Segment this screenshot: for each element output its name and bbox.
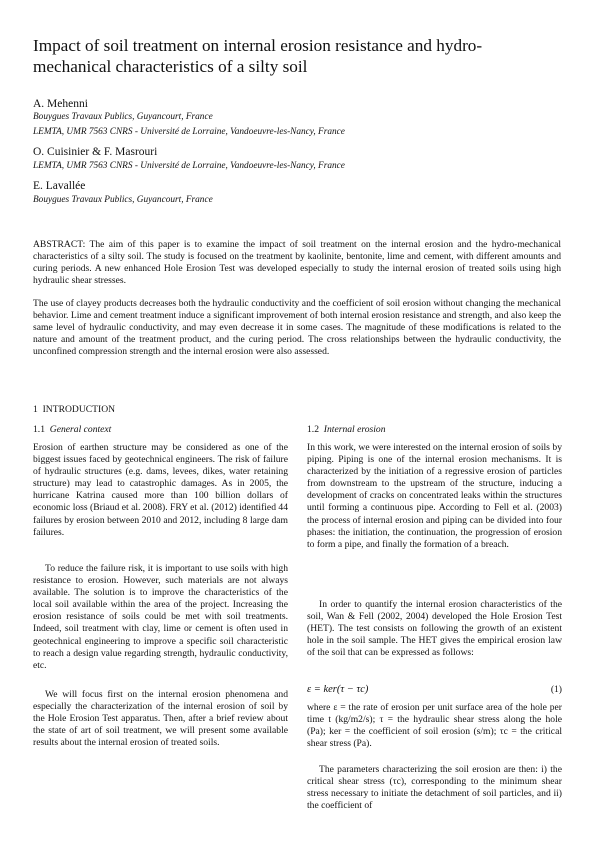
author-affiliation: LEMTA, UMR 7563 CNRS - Université de Lorraine, Vandoeuvre-les-Nancy, France (33, 161, 345, 171)
author-name: O. Cuisinier & F. Masrouri (33, 146, 158, 158)
author-name: E. Lavallée (33, 180, 86, 192)
subsection-heading (307, 424, 386, 435)
body-paragraph: In order to quantify the internal erosion characteristics of the soil, Wan & Fell (2002, 2004) developed the Hole Erosion Test (HET). The test consists on following the growth of an existent hole in the soil sample. The HET gives the empirical erosion law of the soil that can be expressed as follows: (307, 599, 562, 659)
abstract-paragraph: ABSTRACT: The aim of this paper is to examine the impact of soil treatment on the internal erosion and the hydro-mechanical characteristics of a silty soil. The study is focused on the treatment by kaolinite, bentonite, lime and cement, with different amounts and curing periods. A new enhanced Hole Erosion Test was developed especially to study the internal erosion of treated soils using high hydraulic shear stresses. (33, 239, 561, 287)
body-paragraph: Erosion of earthen structure may be considered as one of the biggest issues faced by geotechnical engineers. The risk of failure of hydraulic structures (e.g. dams, levees, dikes, water retaining structure) may lead to catastrophic damages. As in 2005, the hurricane Katrina caused more than 100 billion dollars of economic loss (Briaud et al. 2008). FRY et al. (2012) identified 44 failures by erosion between 2010 and 2012, including 8 large dam failures. (33, 442, 288, 538)
subsection-number: 1.1 (33, 424, 45, 435)
author-name: A. Mehenni (33, 98, 88, 110)
author-affiliation: Bouygues Travaux Publics, Guyancourt, France (33, 195, 213, 205)
body-paragraph: To reduce the failure risk, it is important to use soils with high resistance to erosion. However, such materials are not always available. The solution is to improve the characteristics of the local soil available within the area of the project. Increasing the erosion resistance of soils could be met with soil treatments. Indeed, soil treatment with clay, lime or cement is often used in geotechnical engineering to improve a specific soil characteristic to reach a design value regarding strength, hydraulic conductivity, etc. (33, 563, 288, 671)
abstract-paragraph: The use of clayey products decreases both the hydraulic conductivity and the coefficient of soil erosion without changing the mechanical behavior. Lime and cement treatment induce a significant improvement of both internal erosion resistance and strength, and also keep the same level of hydraulic conductivity, and may even decrease it in some cases. The magnitude of these modifications is related to the nature and amount of the treatment product, and the curing period. The cross relationships between the hydraulic conductivity, the unconfined compression strength and the internal erosion were also assessed. (33, 298, 561, 358)
paper-title: Impact of soil treatment on internal erosion resistance and hydro-mechanical characteristics of a silty soil (33, 36, 483, 76)
section-heading (33, 404, 115, 415)
subsection-number: 1.2 (307, 424, 319, 435)
body-paragraph: The parameters characterizing the soil erosion are then: i) the critical shear stress (τc), corresponding to the minimum shear stress necessary to initiate the detachment of soil particles, and ii) the coefficient of (307, 764, 562, 812)
equation (307, 683, 562, 696)
subsection-title: Internal erosion (323, 424, 386, 435)
section-number: 1 (33, 404, 38, 415)
body-paragraph: We will focus first on the internal erosion phenomena and especially the characterization of the internal erosion of soil by the Hole Erosion Test apparatus. Then, after a brief review about the state of art of soil treatment, we will present some available results about the internal erosion of treated soils. (33, 689, 288, 749)
author-affiliation: LEMTA, UMR 7563 CNRS - Université de Lorraine, Vandoeuvre-les-Nancy, France (33, 127, 345, 137)
body-paragraph: In this work, we were interested on the internal erosion of soils by piping. Piping is one of the internal erosion mechanisms. It is characterized by the initiation of a regressive erosion of particles from downstream to the upstream of the structure, inducing a development of cracks on concentrated leaks within the structures until forming a continuous pipe. According to Fell et al. (2003) the process of internal erosion and piping can be divided into four phases: the initiation, the continuation, the progression of erosion to form a pipe, and finally the formation of a breach. (307, 442, 562, 550)
subsection-title: General context (49, 424, 112, 435)
subsection-heading (33, 424, 111, 435)
equation-number: (1) (550, 684, 562, 695)
equation-definition: where ε = the rate of erosion per unit surface area of the hole per time t (kg/m2/s); τ = the hydraulic shear stress along the hole (Pa); ker = the coefficient of soil erosion (s/m); τc = the critical shear stress (Pa). (307, 702, 562, 750)
section-title: INTRODUCTION (42, 404, 116, 415)
equation-expression: ε = ker(τ − τc) (307, 684, 369, 695)
author-affiliation: Bouygues Travaux Publics, Guyancourt, France (33, 112, 213, 122)
